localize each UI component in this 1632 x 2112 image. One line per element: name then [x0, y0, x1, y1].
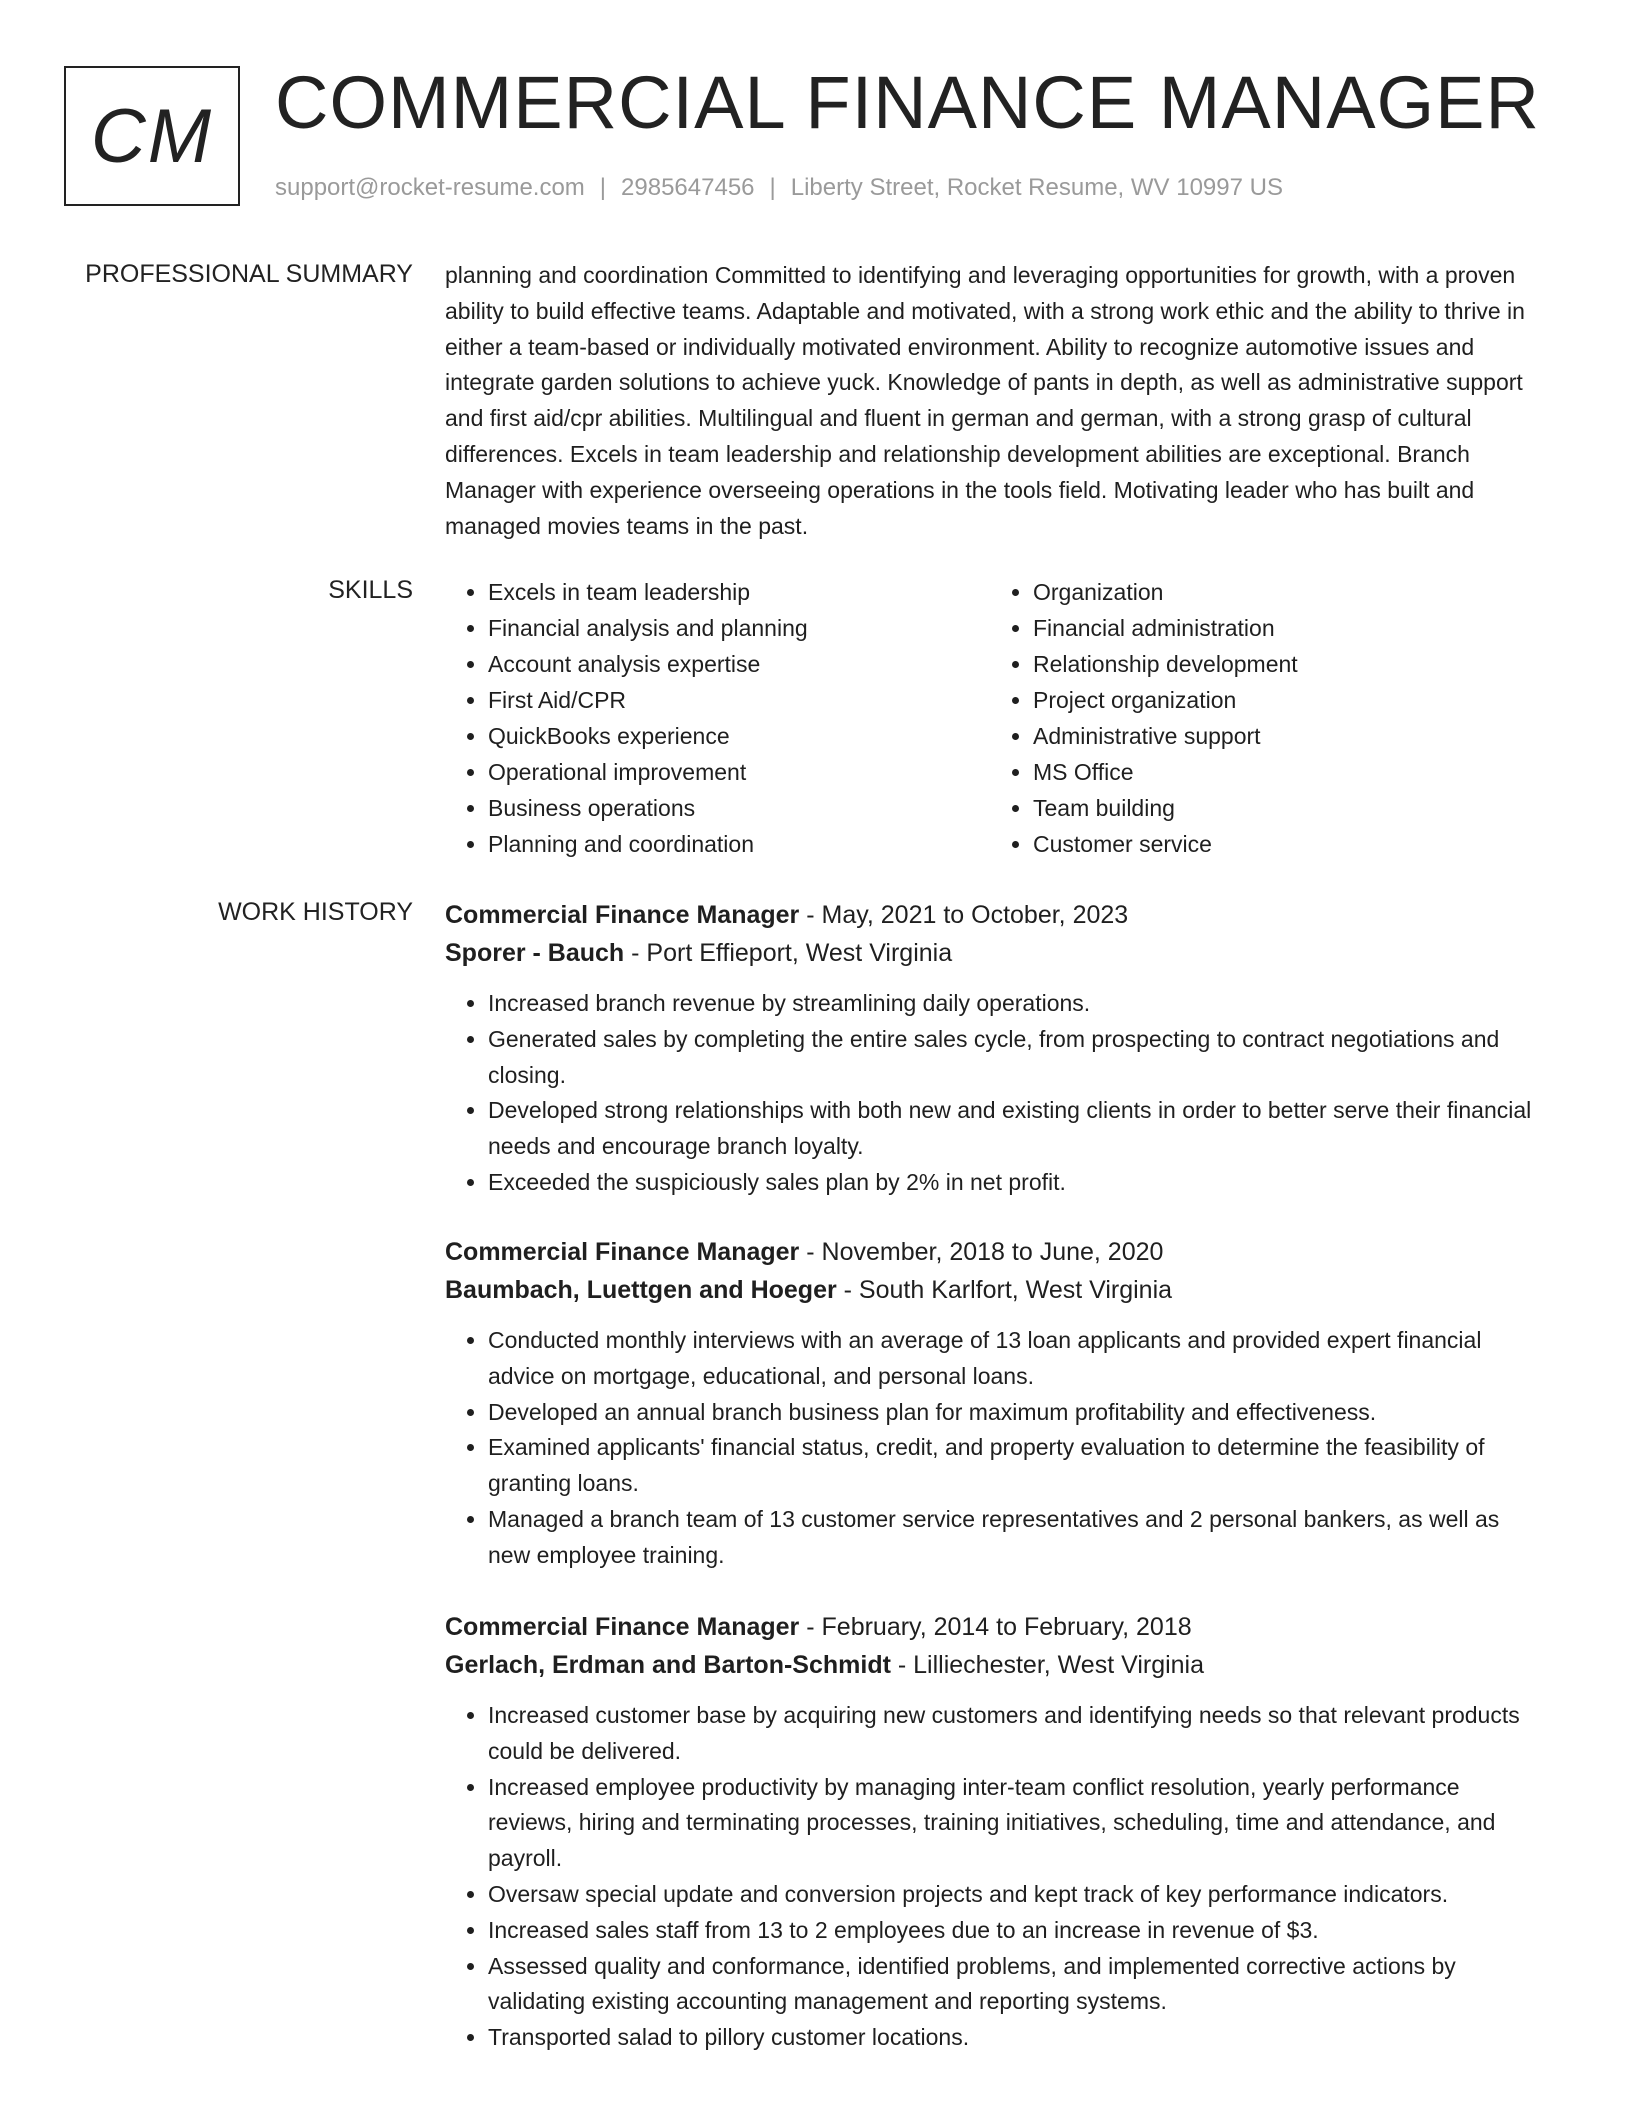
section-title-skills: SKILLS [328, 576, 413, 604]
job-bullet: • Increased employee productivity by managing inter-team conflict resolution, yearly performance reviews, hiring and terminating processes, training initiatives, scheduling, time and attendance, and payroll. [488, 1770, 1545, 1877]
skill-item: • Administrative support [1033, 718, 1535, 754]
job-bullet: • Transported salad to pillory customer locations. [488, 2020, 1545, 2056]
summary-body [445, 258, 1545, 544]
skill-item: • Financial administration [1033, 610, 1535, 646]
summary-text: planning and coordination Committed to identifying and leveraging opportunities for growth, with a proven ability to build effective teams. Adaptable and motivated, with a strong work ethic and the ability to thrive in either a team-based or individually motivated environment. Ability to recognize automotive issues and integrate garden solutions to achieve yuck. Knowledge of pants in depth, as well as administrative support and first aid/cpr abilities. Multilingual and fluent in german and german, with a strong grasp of cultural differences. Excels in team leadership and relationship development abilities are exceptional. Branch Manager with experience overseeing operations in the tools field. Motivating leader who has built and managed movies teams in the past. [445, 262, 1525, 539]
job-bullets [445, 1323, 1545, 1574]
job-bullet: • Increased customer base by acquiring new customers and identifying needs so that relevant products could be delivered. [488, 1698, 1545, 1770]
job-entry [445, 1233, 1545, 1574]
skill-item: • QuickBooks experience [488, 718, 990, 754]
job-dates: - February, 2014 to February, 2018 [799, 1613, 1192, 1641]
job-bullet: • Assessed quality and conformance, identified problems, and implemented corrective actions by validating existing accounting management and reporting systems. [488, 1949, 1545, 2021]
skill-item: • Relationship development [1033, 646, 1535, 682]
contact-email: support@rocket-resume.com [275, 174, 585, 201]
skill-item: • Planning and coordination [488, 826, 990, 862]
job-company: Gerlach, Erdman and Barton-Schmidt [445, 1651, 891, 1679]
skills-body [445, 574, 1545, 862]
job-role-line [445, 1233, 1545, 1271]
candidate-title: COMMERCIAL FINANCE MANAGER [275, 61, 1540, 144]
section-title-summary: PROFESSIONAL SUMMARY [85, 260, 413, 288]
skill-item: • First Aid/CPR [488, 682, 990, 718]
skills-list-right [990, 574, 1535, 862]
job-company-line [445, 934, 1545, 972]
job-bullets [445, 986, 1545, 1201]
job-company-line [445, 1646, 1545, 1684]
job-bullet: • Developed an annual branch business plan for maximum profitability and effectiveness. [488, 1395, 1545, 1431]
contact-phone: 2985647456 [621, 174, 755, 201]
job-role-line [445, 896, 1545, 934]
job-bullet: • Oversaw special update and conversion projects and kept track of key performance indicators. [488, 1877, 1545, 1913]
contact-address: Liberty Street, Rocket Resume, WV 10997 US [790, 174, 1283, 201]
job-company: Sporer - Bauch [445, 939, 625, 967]
job-bullet: • Examined applicants' financial status, credit, and property evaluation to determine the feasibility of granting loans. [488, 1430, 1545, 1502]
job-bullet: • Generated sales by completing the entire sales cycle, from prospecting to contract negotiations and closing. [488, 1022, 1545, 1094]
skill-item: • MS Office [1033, 754, 1535, 790]
job-location: - South Karlfort, West Virginia [836, 1276, 1173, 1304]
job-company: Baumbach, Luettgen and Hoeger [445, 1276, 837, 1304]
job-bullet: • Increased sales staff from 13 to 2 employees due to an increase in revenue of $3. [488, 1913, 1545, 1949]
job-location: - Lilliechester, West Virginia [890, 1651, 1205, 1679]
monogram-logo: CM [64, 66, 240, 206]
skill-item: • Organization [1033, 574, 1535, 610]
contact-separator: | [769, 174, 776, 201]
job-role: Commercial Finance Manager [445, 1238, 800, 1266]
skill-item: • Account analysis expertise [488, 646, 990, 682]
job-dates: - May, 2021 to October, 2023 [799, 901, 1129, 929]
contact-line [275, 174, 1283, 202]
skills-list-left [445, 574, 990, 862]
skill-item: • Business operations [488, 790, 990, 826]
job-bullet: • Managed a branch team of 13 customer service representatives and 2 personal bankers, as well as new employee training. [488, 1502, 1545, 1574]
job-dates: - November, 2018 to June, 2020 [799, 1238, 1164, 1266]
job-company-line [445, 1271, 1545, 1309]
skill-item: • Operational improvement [488, 754, 990, 790]
skill-item: • Excels in team leadership [488, 574, 990, 610]
job-bullet: • Increased branch revenue by streamlining daily operations. [488, 986, 1545, 1022]
job-entry [445, 896, 1545, 1201]
job-bullet: • Conducted monthly interviews with an average of 13 loan applicants and provided expert financial advice on mortgage, educational, and personal loans. [488, 1323, 1545, 1395]
skill-item: • Project organization [1033, 682, 1535, 718]
section-title-work-history: WORK HISTORY [218, 898, 413, 926]
job-bullet: • Exceeded the suspiciously sales plan by 2% in net profit. [488, 1165, 1545, 1201]
job-location: - Port Effieport, West Virginia [624, 939, 953, 967]
job-role: Commercial Finance Manager [445, 901, 800, 929]
skill-item: • Financial analysis and planning [488, 610, 990, 646]
job-role: Commercial Finance Manager [445, 1613, 800, 1641]
job-role-line [445, 1608, 1545, 1646]
job-entry [445, 1608, 1545, 2056]
job-bullet: • Developed strong relationships with both new and existing clients in order to better serve their financial needs and encourage branch loyalty. [488, 1093, 1545, 1165]
contact-separator: | [599, 174, 607, 201]
skill-item: • Team building [1033, 790, 1535, 826]
skill-item: • Customer service [1033, 826, 1535, 862]
job-bullets [445, 1698, 1545, 2056]
skills-columns [445, 574, 1545, 862]
